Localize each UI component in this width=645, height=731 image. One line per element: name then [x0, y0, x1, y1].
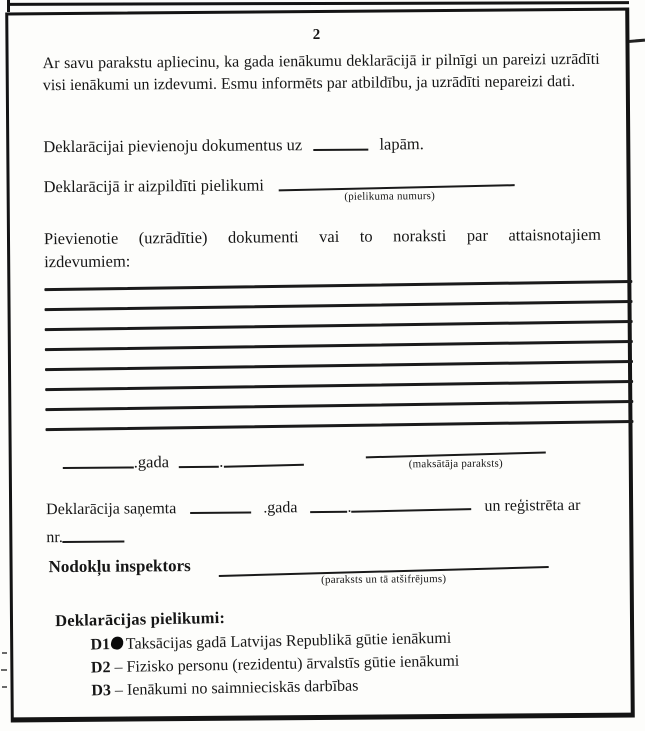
registration-number-row	[46, 527, 125, 548]
annex-item-dash: –	[114, 681, 124, 700]
received-row	[46, 495, 580, 519]
annex-numbers-field	[278, 171, 514, 191]
annex-numbers-caption: (pielikuma numurs)	[344, 190, 436, 203]
received-day-field	[310, 498, 347, 513]
documents-row-label-before: Deklarācijai pievienoju dokumentus uz	[43, 135, 303, 157]
scan-artifact-left-dash-3	[2, 686, 7, 688]
expense-fill-line	[45, 420, 633, 431]
expenses-heading-line1: Pievienotie (uzrādītie) dokumenti vai to noraksti par attaisnotajiem	[43, 224, 602, 249]
date-gada-label: .gada	[133, 452, 170, 472]
expense-fill-line	[45, 340, 633, 351]
annex-item-text: Fizisko personu (rezidentu) ārvalstīs gūtie ienākumi	[126, 652, 460, 676]
annexes-row-label: Deklarācijā ir aizpildīti pielikumi	[43, 175, 265, 197]
page-frame	[5, 8, 635, 723]
registration-nr-label: nr.	[46, 529, 63, 547]
documents-row	[43, 134, 424, 157]
date-separator: .	[219, 451, 224, 471]
inspector-signature-group	[219, 555, 549, 587]
taxpayer-signature-group	[366, 443, 546, 470]
date-row	[63, 451, 304, 473]
expense-fill-line	[45, 380, 633, 391]
expense-fill-line	[45, 400, 633, 411]
received-separator: .	[347, 498, 352, 516]
expenses-heading	[44, 223, 601, 273]
annex-item-code: D1	[90, 636, 111, 654]
taxpayer-signature-field	[366, 442, 546, 459]
received-month-field	[351, 495, 471, 513]
annex-item-text: Ienākumi no saimnieciskās darbības	[126, 677, 359, 699]
scan-artifact-left-dash-1	[2, 652, 7, 654]
date-year-field	[63, 453, 134, 469]
expense-fill-line	[45, 320, 633, 331]
scan-artifact-left-dash-2	[1, 669, 7, 671]
received-label-after: un reģistrēta ar	[484, 496, 581, 515]
date-month-field	[223, 451, 303, 468]
expense-fill-line	[45, 360, 633, 371]
page-number: 2	[312, 26, 322, 44]
registration-number-field	[63, 528, 125, 543]
expenses-heading-line2: izdevumiem:	[44, 251, 131, 272]
annex-item-code: D2	[90, 659, 111, 677]
declaration-statement: Ar savu parakstu apliecinu, ka gada ienākumu deklarācijā ir pilnīgi un pareizi uzrādīti visi ienākumi un izdevumi. Esmu informēts par atbildību, ja uzrādīti nepareizi dati.	[42, 50, 600, 95]
annex-item-code: D3	[91, 682, 112, 700]
annex-list	[55, 604, 460, 703]
inspector-signature-caption: (paraksts un tā atšifrējums)	[321, 573, 447, 586]
annex-list-heading: Deklarācijas pielikumi:	[54, 607, 226, 631]
date-day-field	[179, 453, 219, 468]
annex-item-text: Taksācijas gadā Latvijas Republikā gūtie ienākumi	[125, 629, 452, 653]
inspector-label: Nodokļu inspektors	[48, 556, 191, 577]
scan-artifact-top-frame-line	[8, 1, 629, 6]
received-gada-label: .gada	[263, 499, 298, 517]
expense-fill-line	[45, 300, 633, 311]
expense-fill-line	[44, 280, 632, 291]
taxpayer-signature-caption: (maksātāja paraksts)	[408, 457, 503, 471]
received-label-before: Deklarācija saņemta	[46, 500, 177, 519]
scan-artifact-top-left-stub	[7, 0, 10, 12]
documents-row-label-after: lapām.	[379, 134, 424, 154]
received-year-field	[190, 499, 251, 514]
documents-count-field	[313, 136, 368, 151]
annex-item-dash: –	[114, 658, 123, 677]
